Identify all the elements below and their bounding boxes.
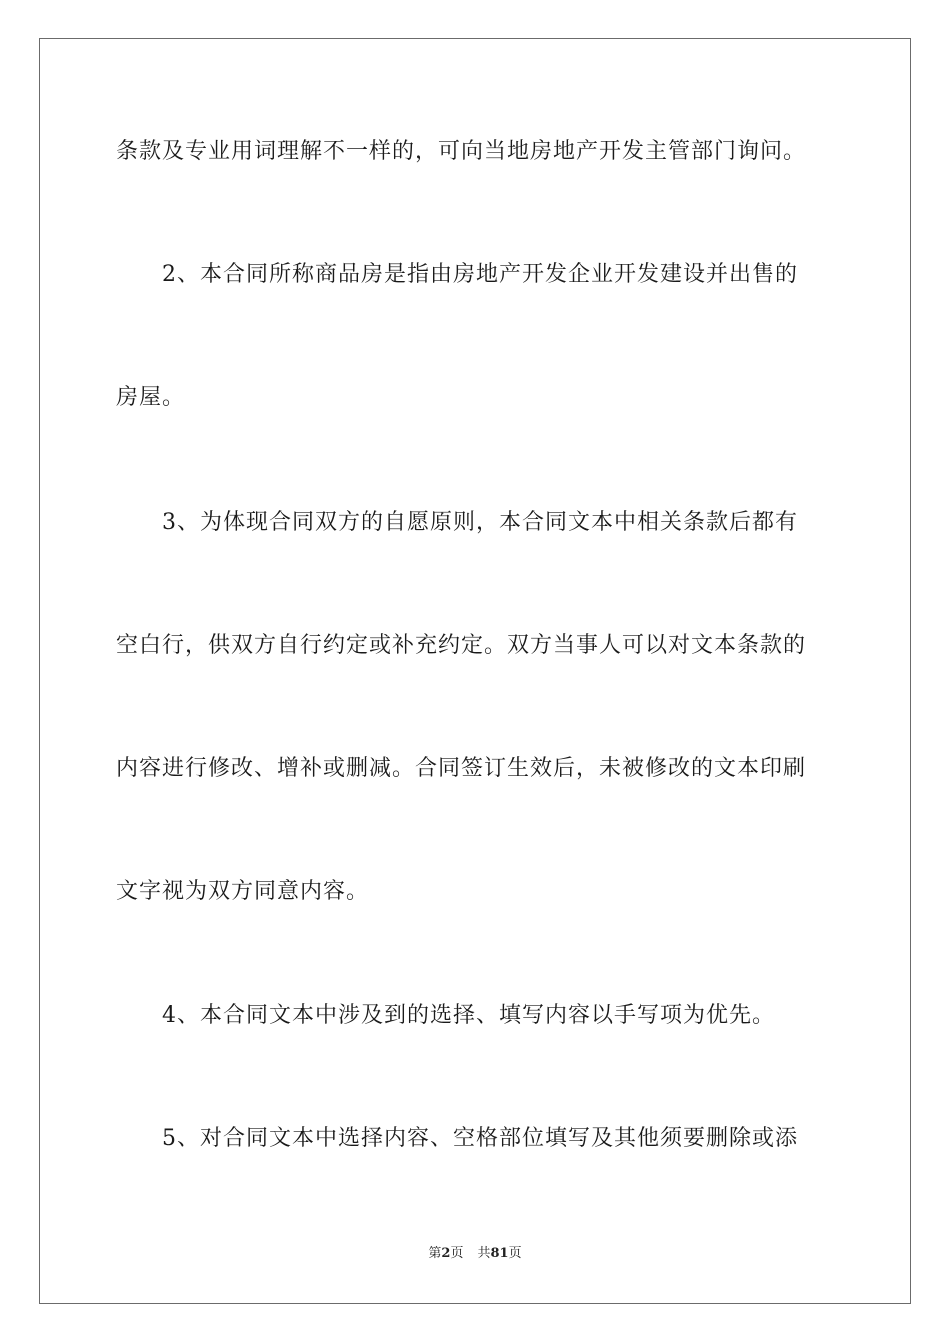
page-suffix: 页 bbox=[450, 1246, 464, 1261]
clause-5-line-1: 5、对合同文本中选择内容、空格部位填写及其他须要删除或添 bbox=[162, 1126, 798, 1151]
text-line: 条款及专业用词理解不一样的，可向当地房地产开发主管部门询问。 bbox=[116, 139, 807, 164]
total-suffix: 页 bbox=[508, 1246, 522, 1261]
clause-2-line-1: 2、本合同所称商品房是指由房地产开发企业开发建设并出售的 bbox=[162, 262, 798, 287]
page-border bbox=[39, 38, 911, 1304]
page-prefix: 第 bbox=[428, 1246, 442, 1261]
clause-3-line-4: 文字视为双方同意内容。 bbox=[116, 879, 370, 904]
page-number: 2 bbox=[441, 1246, 451, 1261]
clause-3-line-1: 3、为体现合同双方的自愿原则，本合同文本中相关条款后都有 bbox=[162, 510, 798, 535]
clause-2-line-2: 房屋。 bbox=[116, 385, 186, 410]
total-pages: 81 bbox=[490, 1246, 509, 1261]
page-footer bbox=[0, 1245, 950, 1263]
clause-3-line-2: 空白行，供双方自行约定或补充约定。双方当事人可以对文本条款的 bbox=[116, 633, 807, 658]
clause-3-line-3: 内容进行修改、增补或删减。合同签订生效后，未被修改的文本印刷 bbox=[116, 756, 807, 781]
clause-4-line-1: 4、本合同文本中涉及到的选择、填写内容以手写项为优先。 bbox=[162, 1003, 775, 1028]
total-prefix: 共 bbox=[477, 1246, 491, 1261]
